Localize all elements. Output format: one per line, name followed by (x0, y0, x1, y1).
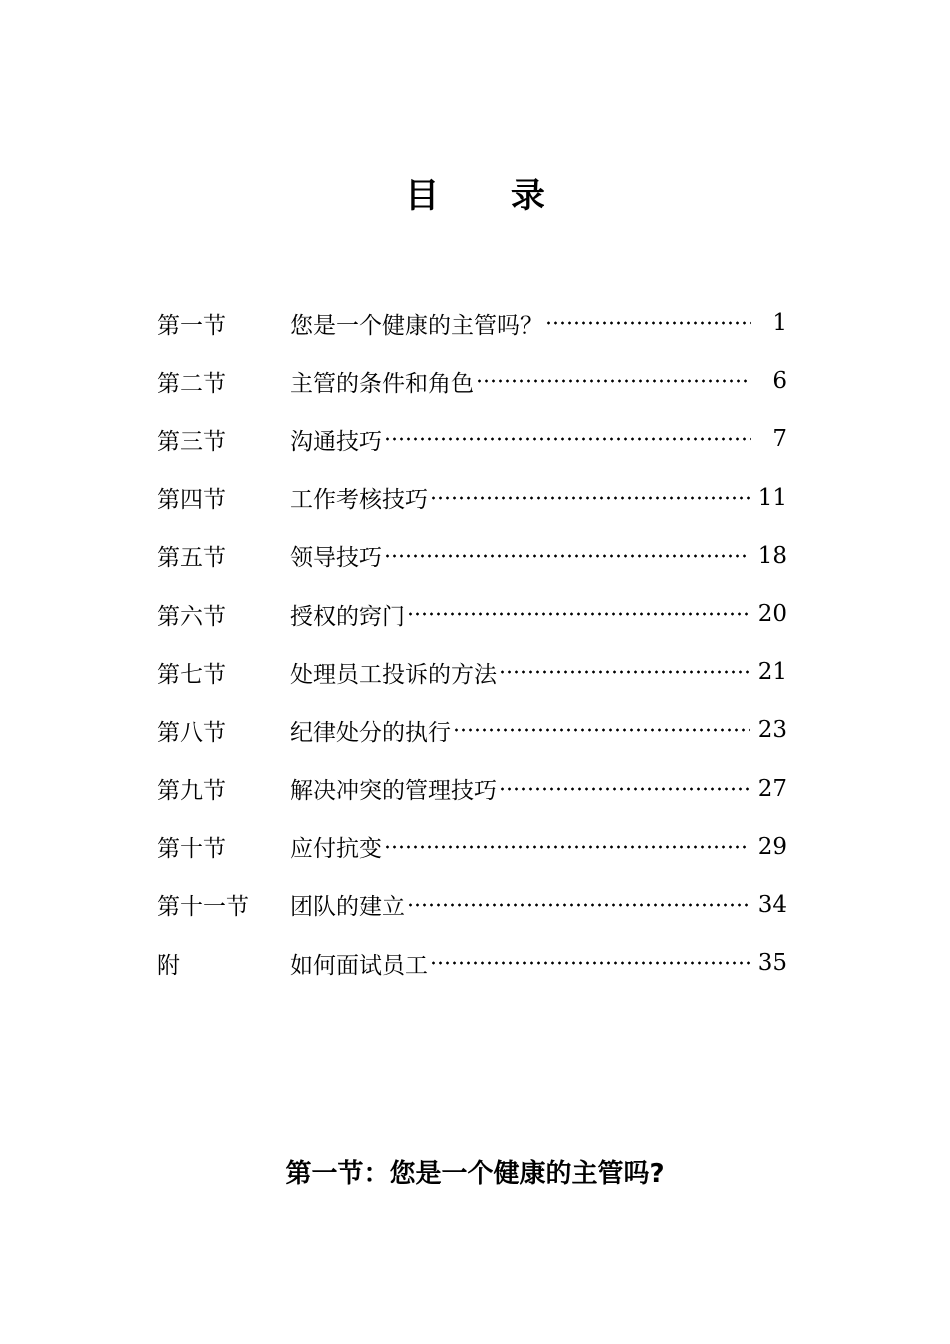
toc-entry (157, 469, 787, 527)
toc-entry-line (290, 714, 787, 747)
toc-page-number: 34 (757, 891, 787, 918)
toc-section-number: 第十节 (157, 836, 226, 863)
section-heading: 第一节：您是一个健康的主管吗? (285, 1159, 665, 1189)
toc-dot-leader (453, 728, 750, 732)
toc-dot-leader (499, 670, 750, 674)
toc-entry-title: 处理员工投诉的方法 (290, 661, 497, 688)
toc-section-number: 第二节 (157, 370, 226, 397)
toc-page-number: 35 (757, 950, 787, 977)
toc-dot-leader (384, 845, 750, 849)
toc-section-number: 第八节 (157, 719, 226, 746)
toc-section-number: 第九节 (157, 778, 226, 805)
toc-entry (157, 294, 787, 352)
toc-entry-line (290, 539, 787, 572)
toc-dot-leader (476, 379, 751, 383)
toc-page-number: 18 (757, 542, 787, 569)
toc-entry-title: 如何面试员工 (290, 952, 428, 979)
toc-entry (157, 585, 787, 643)
toc-section-number: 第七节 (157, 661, 226, 688)
toc-page-number: 20 (757, 601, 787, 628)
toc-entry (157, 527, 787, 585)
toc-page-number: 21 (757, 659, 787, 686)
toc-entry-title: 沟通技巧 (290, 428, 382, 455)
toc-entry (157, 352, 787, 410)
toc-entry-line (290, 888, 787, 921)
toc-entry (157, 410, 787, 468)
toc-section-number: 附 (157, 952, 180, 979)
toc-page-number: 27 (757, 775, 787, 802)
toc-entry (157, 643, 787, 701)
toc-section-number: 第十一节 (157, 894, 249, 921)
toc-entry-title: 纪律处分的执行 (290, 719, 451, 746)
toc-entry-line (290, 423, 787, 456)
toc-entry-title: 工作考核技巧 (290, 487, 428, 514)
toc-dot-leader (499, 787, 750, 791)
toc-entry-title: 解决冲突的管理技巧 (290, 778, 497, 805)
toc-entry-line (290, 481, 787, 514)
toc-title: 目 录 (405, 176, 575, 216)
toc-dot-leader (545, 321, 751, 325)
toc-entry (157, 934, 787, 992)
toc-page-number: 11 (757, 484, 787, 511)
toc-page-number: 7 (772, 426, 787, 453)
toc-entry (157, 760, 787, 818)
toc-page-number: 1 (772, 310, 787, 337)
toc-entry-title: 主管的条件和角色 (290, 370, 474, 397)
toc-entry-title: 领导技巧 (290, 545, 382, 572)
toc-entry-title: 授权的窍门 (290, 603, 405, 630)
toc-entry (157, 818, 787, 876)
toc-page-number: 6 (772, 368, 787, 395)
toc-entry (157, 876, 787, 934)
toc-section-number: 第一节 (157, 312, 226, 339)
toc-section-number: 第四节 (157, 487, 226, 514)
toc-entry-title: 团队的建立 (290, 894, 405, 921)
toc-entry-line (290, 772, 787, 805)
toc-entry-line (290, 656, 787, 689)
toc-dot-leader (407, 903, 750, 907)
toc-entry-line (290, 947, 787, 980)
toc-dot-leader (430, 961, 750, 965)
toc-section-number: 第六节 (157, 603, 226, 630)
toc-section-number: 第三节 (157, 428, 226, 455)
toc-entry (157, 701, 787, 759)
toc-dot-leader (407, 612, 750, 616)
toc-page-number: 29 (757, 833, 787, 860)
toc-entry-line (290, 365, 787, 398)
toc-entry-title: 应付抗变 (290, 836, 382, 863)
toc-entry-line (290, 598, 787, 631)
toc-dot-leader (430, 496, 750, 500)
toc-list (157, 294, 787, 992)
toc-page-number: 23 (757, 717, 787, 744)
toc-entry-line (290, 830, 787, 863)
toc-entry-title: 您是一个健康的主管吗？ (290, 312, 543, 339)
toc-dot-leader (384, 554, 750, 558)
toc-entry-line (290, 307, 787, 340)
toc-dot-leader (384, 437, 751, 441)
toc-section-number: 第五节 (157, 545, 226, 572)
